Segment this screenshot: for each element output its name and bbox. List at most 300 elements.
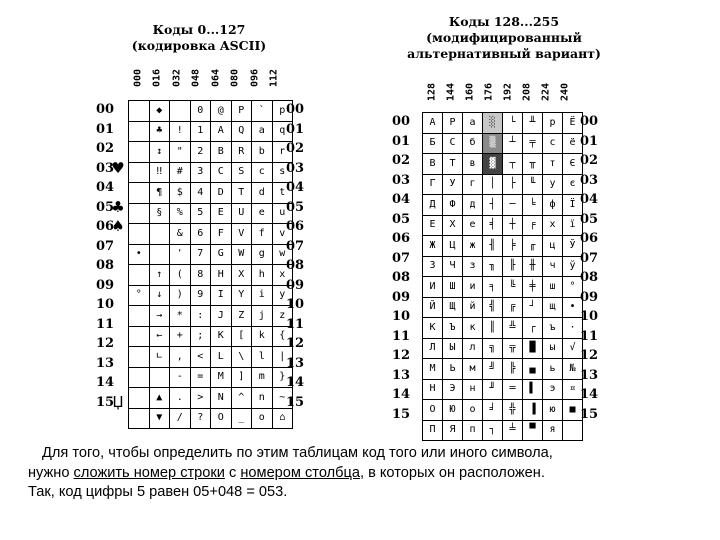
ascii-row-label: 15 (286, 394, 305, 410)
ascii-code-cell: C (211, 162, 232, 183)
ascii-row-label: 10 (286, 297, 305, 312)
alt-code-cell: Л (423, 338, 443, 359)
ascii-table-row (129, 367, 293, 388)
ascii-code-cell: ↕ (149, 142, 170, 163)
alt-row-label: 00 (392, 114, 411, 129)
ascii-code-cell: g (252, 244, 273, 265)
ascii-code-cell: _ (231, 408, 252, 429)
ascii-column-header: 032 (171, 68, 183, 88)
alt-row-label: 03 (392, 172, 411, 188)
ascii-code-cell: F (211, 224, 232, 245)
alt-code-cell: Е (423, 215, 443, 236)
alt-code-cell: Н (423, 379, 443, 400)
ascii-row-label: 07 (286, 238, 305, 254)
ascii-table-row (129, 347, 293, 368)
ascii-code-cell: d (252, 183, 273, 204)
ascii-code-cell: e (252, 203, 273, 224)
alt-title-line2: (модифицированный (426, 30, 582, 45)
alt-code-cell: ¤ (563, 379, 583, 400)
alt-code-cell: ▐ (523, 400, 543, 421)
ascii-row-label: 06 (96, 219, 115, 234)
alt-row-label: 00 (580, 114, 599, 129)
ascii-code-cell: J (211, 306, 232, 327)
ascii-code-cell: 9 (190, 285, 211, 306)
alt-code-cell: Є (563, 154, 583, 175)
alt-row-label: 05 (580, 211, 599, 227)
alt-row-label: 08 (580, 270, 599, 285)
alt-code-cell: ▓ (483, 154, 503, 175)
alt-code-cell: З (423, 256, 443, 277)
alt-table-row (423, 195, 583, 216)
alt-code-cell: э (543, 379, 563, 400)
alt-row-label: 10 (392, 309, 411, 324)
ascii-row-label: 02 (96, 141, 115, 156)
alt-code-cell: ═ (503, 379, 523, 400)
ascii-code-cell: / (170, 408, 191, 429)
alt-code-cell: ∙ (563, 297, 583, 318)
alt-code-cell: Б (423, 133, 443, 154)
ascii-code-cell (149, 244, 170, 265)
alt-code-cell: Р (443, 113, 463, 134)
ascii-code-cell: o (252, 408, 273, 429)
alt-code-cell: ╦ (503, 338, 523, 359)
alt-code-cell: ё (563, 133, 583, 154)
alt-code-cell: А (423, 113, 443, 134)
alt-table-row (423, 400, 583, 421)
alt-code-cell: ╖ (483, 256, 503, 277)
ascii-row-label: 09 (96, 277, 115, 293)
ascii-row-label: 05 (96, 199, 115, 215)
alt-table-row (423, 420, 583, 441)
alt-code-cell: ю (543, 400, 563, 421)
alt-column-header: 224 (540, 82, 551, 102)
ascii-row-label: 00 (96, 102, 115, 117)
alt-code-cell: ╛ (483, 400, 503, 421)
alt-row-label: 13 (392, 367, 411, 383)
alt-code-cell: м (463, 359, 483, 380)
ascii-code-cell: 6 (190, 224, 211, 245)
ascii-code-cell: T (231, 183, 252, 204)
alt-code-cell: ╗ (483, 338, 503, 359)
alt-code-cell: Ч (443, 256, 463, 277)
ascii-code-cell: b (252, 142, 273, 163)
ascii-code-cell (170, 101, 191, 122)
alt-table-row (423, 318, 583, 339)
ascii-code-cell: n (252, 388, 273, 409)
ascii-code-cell: : (190, 306, 211, 327)
ascii-code-cell: • (129, 244, 150, 265)
alt-code-cell: Щ (443, 297, 463, 318)
alt-code-cell: Ё (563, 113, 583, 134)
alt-title-line3: альтернативный вариант) (407, 46, 601, 61)
alt-code-cell: ┘ (523, 297, 543, 318)
alt-code-cell: ╙ (523, 174, 543, 195)
alt-code-cell: Ю (443, 400, 463, 421)
ascii-code-cell: h (252, 265, 273, 286)
alt-code-cell: И (423, 277, 443, 298)
alt-code-cell: х (543, 215, 563, 236)
ascii-row-label: 08 (96, 258, 115, 273)
ascii-code-cell (129, 388, 150, 409)
ascii-code-cell: y (272, 285, 293, 306)
ascii-table-row (129, 285, 293, 306)
ascii-column-header: 112 (268, 68, 280, 88)
alt-row-label: 13 (580, 367, 599, 383)
alt-code-cell: О (423, 400, 443, 421)
alt-table-row (423, 236, 583, 257)
ascii-code-cell: ; (190, 326, 211, 347)
ascii-row-label: 12 (96, 336, 115, 351)
ascii-code-cell: c (252, 162, 273, 183)
ascii-row-label: 02 (286, 141, 305, 156)
alt-column-header: 144 (445, 82, 456, 102)
alt-table-row (423, 154, 583, 175)
ascii-code-cell: 7 (190, 244, 211, 265)
ascii-code-cell (129, 224, 150, 245)
alt-code-cell: ╞ (503, 236, 523, 257)
ascii-code-cell: p (272, 101, 293, 122)
alt-code-cell: ┐ (483, 420, 503, 441)
alt-code-cell: т (543, 154, 563, 175)
ascii-code-cell: = (190, 367, 211, 388)
alt-code-table (422, 112, 583, 441)
ascii-code-cell: & (170, 224, 191, 245)
alt-code-cell: ║ (483, 318, 503, 339)
ascii-row-label: 00 (286, 102, 305, 117)
alt-table-row (423, 113, 583, 134)
ascii-code-cell: 8 (190, 265, 211, 286)
ascii-code-cell (129, 121, 150, 142)
caption-line-2-end: , в которых он расположен. (359, 464, 545, 481)
ascii-code-cell: ▼ (149, 408, 170, 429)
caption-line-1: Для того, чтобы определить по этим таблицам код того или иного символа, (42, 445, 553, 461)
alt-code-cell: Д (423, 195, 443, 216)
alt-code-cell: Г (423, 174, 443, 195)
caption-line-2 (28, 464, 712, 484)
ascii-code-cell: 1 (190, 121, 211, 142)
alt-code-cell: п (463, 420, 483, 441)
alt-code-cell: ╫ (523, 256, 543, 277)
ascii-code-cell: R (231, 142, 252, 163)
ascii-table-row (129, 244, 293, 265)
ascii-code-cell: u (272, 203, 293, 224)
ascii-code-cell: § (149, 203, 170, 224)
alt-row-label: 08 (392, 270, 411, 285)
ascii-code-cell: . (170, 388, 191, 409)
ascii-table-row (129, 388, 293, 409)
ascii-code-cell: L (211, 347, 232, 368)
ascii-code-cell (129, 326, 150, 347)
ascii-row-label: 11 (286, 316, 305, 332)
ascii-code-cell: i (252, 285, 273, 306)
alt-code-cell: ░ (483, 113, 503, 134)
alt-code-cell: н (463, 379, 483, 400)
caption-line-2-start: нужно (28, 464, 74, 481)
ascii-row-label: 08 (286, 258, 305, 273)
ascii-table-row (129, 326, 293, 347)
alt-code-cell: Ў (563, 236, 583, 257)
ascii-code-cell (129, 101, 150, 122)
ascii-table-row (129, 408, 293, 429)
alt-code-cell: Ф (443, 195, 463, 216)
ascii-code-cell: N (211, 388, 232, 409)
ascii-code-cell: I (211, 285, 232, 306)
ascii-column-header: 016 (151, 68, 163, 88)
alt-table-row (423, 359, 583, 380)
ascii-code-cell: ~ (272, 388, 293, 409)
alt-code-cell: ┌ (523, 318, 543, 339)
alt-row-label: 15 (580, 406, 599, 422)
alt-code-cell: ° (563, 277, 583, 298)
alt-code-cell: ц (543, 236, 563, 257)
ascii-code-cell: \ (231, 347, 252, 368)
ascii-code-cell: ‼ (149, 162, 170, 183)
alt-code-cell: ┤ (483, 195, 503, 216)
ascii-code-cell: V (231, 224, 252, 245)
ascii-code-cell (149, 224, 170, 245)
ascii-code-cell: O (211, 408, 232, 429)
alt-code-cell: У (443, 174, 463, 195)
ascii-code-cell: ! (170, 121, 191, 142)
alt-code-cell: ў (563, 256, 583, 277)
ascii-code-cell: [ (231, 326, 252, 347)
alt-row-label: 07 (392, 250, 411, 266)
alt-code-cell: Ї (563, 195, 583, 216)
ascii-code-cell (129, 142, 150, 163)
ascii-code-cell: ] (231, 367, 252, 388)
ascii-code-cell (129, 408, 150, 429)
alt-code-cell: ╤ (523, 133, 543, 154)
alt-code-cell: · (563, 318, 583, 339)
ascii-code-cell (129, 162, 150, 183)
alt-code-cell: Э (443, 379, 463, 400)
ascii-row-label: 10 (96, 297, 115, 312)
alt-code-cell: К (423, 318, 443, 339)
alt-code-cell: ш (543, 277, 563, 298)
alt-code-cell: р (543, 113, 563, 134)
ascii-table-row (129, 142, 293, 163)
alt-table-row (423, 133, 583, 154)
ascii-code-cell: W (231, 244, 252, 265)
alt-code-cell: ╓ (523, 236, 543, 257)
ascii-code-cell: { (272, 326, 293, 347)
alt-table-row (423, 256, 583, 277)
alt-code-cell: Й (423, 297, 443, 318)
ascii-code-cell: ) (170, 285, 191, 306)
caption-emphasis-column: номером столбца (240, 464, 360, 481)
ascii-table-title (124, 22, 274, 54)
ascii-table-row (129, 121, 293, 142)
alt-column-header: 160 (464, 82, 475, 102)
alt-title-line1: Коды 128...255 (448, 14, 560, 29)
alt-table-row (423, 215, 583, 236)
ascii-title-line1: Коды 0...127 (152, 22, 246, 37)
ascii-code-cell: → (149, 306, 170, 327)
alt-code-cell: ╠ (503, 359, 523, 380)
alt-code-cell: л (463, 338, 483, 359)
alt-code-cell: │ (483, 174, 503, 195)
alt-row-label: 04 (580, 192, 599, 207)
alt-column-header: 208 (521, 82, 532, 102)
alt-code-cell: ╜ (483, 379, 503, 400)
alt-code-cell: о (463, 400, 483, 421)
ascii-code-cell: m (252, 367, 273, 388)
alt-code-cell: к (463, 318, 483, 339)
ascii-table-row (129, 162, 293, 183)
alt-column-header: 128 (426, 82, 437, 102)
alt-code-cell: Т (443, 154, 463, 175)
alt-code-cell: д (463, 195, 483, 216)
ascii-code-cell (129, 306, 150, 327)
ascii-code-cell: z (272, 306, 293, 327)
ascii-code-cell: 0 (190, 101, 211, 122)
ascii-column-header: 080 (229, 68, 241, 88)
alt-code-cell: Ц (443, 236, 463, 257)
ascii-code-cell: Q (231, 121, 252, 142)
alt-row-label: 14 (392, 387, 411, 402)
alt-code-cell: ╧ (503, 420, 523, 441)
alt-code-cell: М (423, 359, 443, 380)
alt-code-cell: с (543, 133, 563, 154)
alt-table-row (423, 174, 583, 195)
ascii-row-label: 07 (96, 238, 115, 254)
alt-row-label: 03 (580, 172, 599, 188)
ascii-code-cell: s (272, 162, 293, 183)
ascii-code-cell: x (272, 265, 293, 286)
alt-code-cell: ▌ (523, 379, 543, 400)
ascii-code-cell: ? (190, 408, 211, 429)
alt-code-cell: ─ (503, 195, 523, 216)
alt-row-label: 06 (392, 231, 411, 246)
ascii-code-cell: 2 (190, 142, 211, 163)
ascii-code-cell: - (170, 367, 191, 388)
ascii-code-cell: < (190, 347, 211, 368)
ascii-code-cell: ∟ (149, 347, 170, 368)
alt-code-cell: ▀ (523, 420, 543, 441)
alt-row-label: 10 (580, 309, 599, 324)
alt-code-cell: Я (443, 420, 463, 441)
alt-code-cell: Ж (423, 236, 443, 257)
ascii-title-line2: (кодировка ASCII) (131, 38, 267, 53)
ascii-code-cell: " (170, 142, 191, 163)
alt-code-cell: ▒ (483, 133, 503, 154)
ascii-code-cell: ° (129, 285, 150, 306)
ascii-code-cell: ← (149, 326, 170, 347)
ascii-code-cell: + (170, 326, 191, 347)
ascii-column-header: 096 (249, 68, 261, 88)
alt-code-cell: █ (523, 338, 543, 359)
ascii-code-cell: k (252, 326, 273, 347)
alt-code-cell: Ь (443, 359, 463, 380)
ascii-row-label: 11 (96, 316, 115, 332)
alt-code-cell: ╒ (523, 215, 543, 236)
alt-code-cell: ы (543, 338, 563, 359)
caption-line-3: Так, код цифры 5 равен 05+048 = 053. (28, 484, 288, 500)
alt-code-cell: и (463, 277, 483, 298)
alt-row-label: 15 (392, 406, 411, 422)
alt-code-cell: ╣ (483, 297, 503, 318)
ascii-row-label: 12 (286, 336, 305, 351)
ascii-code-cell: P (231, 101, 252, 122)
ascii-code-cell (129, 203, 150, 224)
alt-code-cell: ╨ (523, 113, 543, 134)
ascii-row-label: 06 (286, 219, 305, 234)
alt-code-cell: └ (503, 113, 523, 134)
ascii-code-cell: ^ (231, 388, 252, 409)
alt-row-label: 11 (580, 328, 599, 344)
alt-row-label: 12 (580, 348, 599, 363)
ascii-code-cell: 4 (190, 183, 211, 204)
alt-code-cell: ╡ (483, 215, 503, 236)
alt-code-cell (563, 420, 583, 441)
ascii-row-label: 15 (96, 394, 115, 410)
alt-code-cell: ╕ (483, 277, 503, 298)
ascii-code-cell: ↑ (149, 265, 170, 286)
ascii-code-cell: % (170, 203, 191, 224)
alt-code-cell: ъ (543, 318, 563, 339)
alt-code-cell: ╢ (483, 236, 503, 257)
ascii-row-label: 01 (96, 121, 115, 137)
ascii-code-cell: , (170, 347, 191, 368)
ascii-code-cell: v (272, 224, 293, 245)
ascii-code-table (128, 100, 293, 429)
ascii-code-cell: E (211, 203, 232, 224)
alt-code-cell: ┬ (503, 154, 523, 175)
ascii-code-cell: } (272, 367, 293, 388)
alt-row-label: 14 (580, 387, 599, 402)
alt-code-cell: В (423, 154, 443, 175)
alt-table-row (423, 297, 583, 318)
ascii-side-symbol: ♥ (111, 158, 125, 177)
ascii-code-cell: t (272, 183, 293, 204)
ascii-code-cell: M (211, 367, 232, 388)
alt-row-label: 01 (580, 133, 599, 149)
alt-code-cell: ╔ (503, 297, 523, 318)
alt-code-cell: ж (463, 236, 483, 257)
ascii-row-label: 01 (286, 121, 305, 137)
ascii-code-cell: Y (231, 285, 252, 306)
ascii-row-label: 03 (286, 160, 305, 176)
alt-row-label: 09 (580, 289, 599, 305)
alt-row-label: 01 (392, 133, 411, 149)
ascii-code-cell: X (231, 265, 252, 286)
ascii-row-label: 05 (286, 199, 305, 215)
alt-code-cell: й (463, 297, 483, 318)
alt-code-cell: № (563, 359, 583, 380)
ascii-code-cell: * (170, 306, 191, 327)
ascii-code-cell: # (170, 162, 191, 183)
ascii-code-cell: 3 (190, 162, 211, 183)
alt-code-cell: Ш (443, 277, 463, 298)
ascii-code-cell: $ (170, 183, 191, 204)
caption-line-2-mid: с (224, 464, 241, 481)
alt-code-cell: ч (543, 256, 563, 277)
alt-table-row (423, 379, 583, 400)
alt-code-cell: ╘ (523, 195, 543, 216)
ascii-side-symbol: Џ (112, 392, 124, 411)
alt-code-cell: Ъ (443, 318, 463, 339)
alt-code-cell: ■ (563, 400, 583, 421)
ascii-code-cell (129, 367, 150, 388)
alt-column-header: 192 (502, 82, 513, 102)
ascii-table-row (129, 203, 293, 224)
ascii-table-row (129, 183, 293, 204)
ascii-side-symbol: ♣ (111, 197, 125, 216)
ascii-code-cell: 5 (190, 203, 211, 224)
ascii-side-symbol: ♠ (111, 217, 125, 235)
alt-code-cell: г (463, 174, 483, 195)
alt-code-cell: ╚ (503, 277, 523, 298)
